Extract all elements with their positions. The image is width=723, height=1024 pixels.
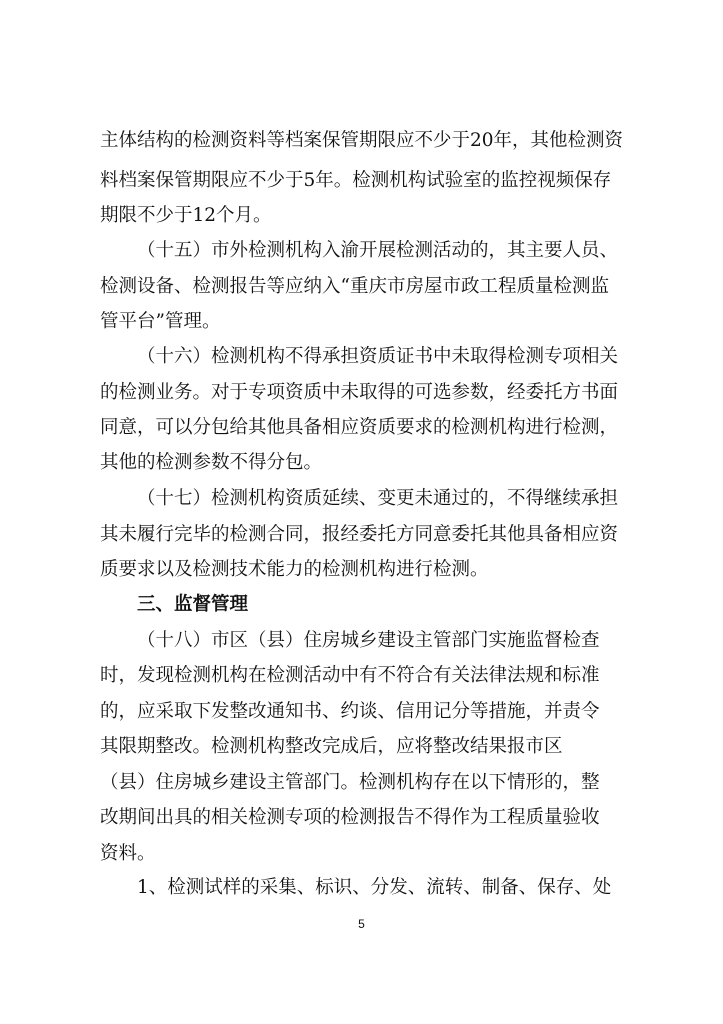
body-text-line: 其限期整改。检测机构整改完成后，应将整改结果报市区 xyxy=(100,736,563,757)
body-text-line: 其他的检测参数不得分包。 xyxy=(100,452,323,473)
body-text-line: 改期间出具的相关检测专项的检测报告不得作为工程质量验收 xyxy=(100,807,600,828)
body-text-line: 时，发现检测机构在检测活动中有不符合有关法律法规和标准 xyxy=(100,665,600,686)
body-text-line: 其未履行完毕的检测合同，报经委托方同意委托其他具备相应资 xyxy=(100,524,619,545)
body-text-line: 的，应采取下发整改通知书、约谈、信用记分等措施，并责令 xyxy=(100,701,600,722)
body-text-line: 管平台”管理。 xyxy=(100,311,221,332)
paragraph-16-start: （十六）检测机构不得承担资质证书中未取得检测专项相关 xyxy=(137,346,619,367)
paragraph-18-start: （十八）市区（县）住房城乡建设主管部门实施监督检查 xyxy=(137,630,600,651)
body-text-line: 的检测业务。对于专项资质中未取得的可选参数，经委托方书面 xyxy=(100,382,619,403)
body-text-line: 期限不少于12个月。 xyxy=(100,205,272,226)
body-text-line: 同意，可以分包给其他具备相应资质要求的检测机构进行检测， xyxy=(100,417,619,438)
body-text-line: 主体结构的检测资料等档案保管期限应不少于20年，其他检测资 xyxy=(100,130,624,151)
body-text-line: 资料。 xyxy=(100,843,156,864)
body-text-line: （县）住房城乡建设主管部门。检测机构存在以下情形的，整 xyxy=(100,772,600,793)
paragraph-17-start: （十七）检测机构资质延续、变更未通过的，不得继续承担 xyxy=(137,488,619,509)
paragraph-15-start: （十五）市外检测机构入渝开展检测活动的，其主要人员、 xyxy=(137,240,619,261)
page-number: 5 xyxy=(358,917,365,931)
body-text-line: 质要求以及检测技术能力的检测机构进行检测。 xyxy=(100,559,489,580)
list-item-1: 1、检测试样的采集、标识、分发、流转、制备、保存、处 xyxy=(137,877,612,898)
body-text-line: 检测设备、检测报告等应纳入“重庆市房屋市政工程质量检测监 xyxy=(100,276,609,297)
section-heading: 三、监督管理 xyxy=(137,594,249,615)
body-text-line: 料档案保管期限应不少于5年。检测机构试验室的监控视频保存 xyxy=(100,170,612,191)
